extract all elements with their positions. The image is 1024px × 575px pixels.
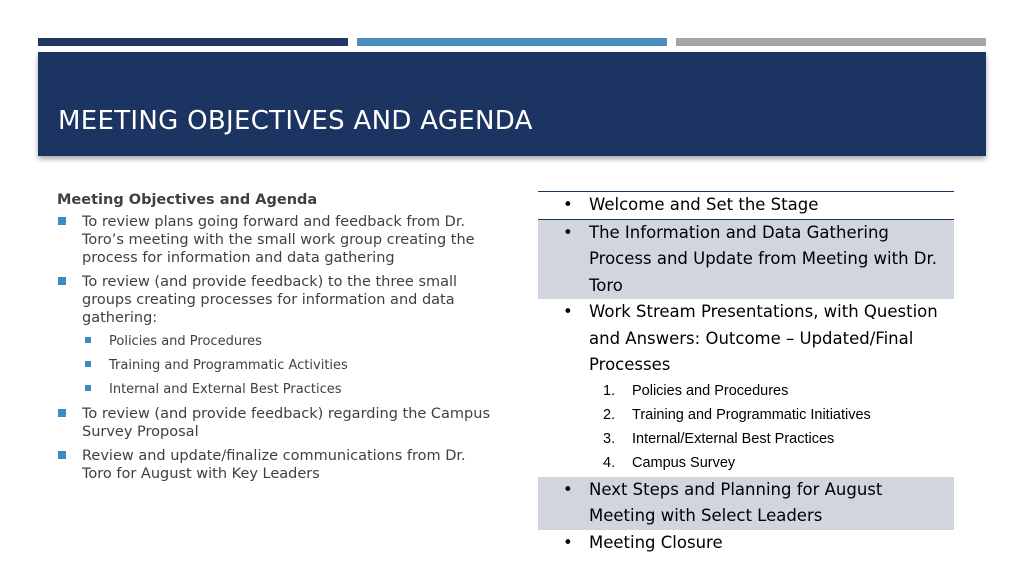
square-bullet-icon	[85, 385, 91, 391]
objective-text: To review (and provide feedback) regarding the Campus Survey Proposal	[82, 406, 491, 440]
agenda-row	[538, 192, 954, 220]
agenda-text: Next Steps and Planning for August Meeting with Select Leaders	[589, 479, 883, 525]
subitem-text: Policies and Procedures	[109, 334, 262, 349]
slide-title: MEETING OBJECTIVES AND AGENDA	[58, 106, 533, 136]
bullet-icon: •	[563, 195, 573, 214]
title-bar	[38, 52, 986, 156]
objective-text: To review (and provide feedback) to the three small groups creating processes for information and data gathering:	[82, 274, 458, 326]
work-stream-item	[589, 379, 940, 403]
objective-item	[57, 405, 497, 441]
item-text: Campus Survey	[632, 454, 736, 471]
objectives-list	[57, 213, 497, 483]
agenda-text: Work Stream Presentations, with Question and Answers: Outcome – Updated/Final Processes	[589, 302, 938, 374]
square-bullet-icon	[58, 217, 66, 225]
item-number: 3.	[603, 430, 616, 447]
objective-item	[57, 273, 497, 398]
bullet-icon: •	[563, 222, 573, 242]
objective-subitem	[82, 357, 497, 374]
square-bullet-icon	[58, 277, 66, 285]
square-bullet-icon	[58, 451, 66, 459]
agenda-row	[538, 299, 954, 477]
item-text: Internal/External Best Practices	[632, 430, 835, 447]
objective-item	[57, 447, 497, 483]
objectives-heading: Meeting Objectives and Agenda	[57, 192, 318, 208]
item-number: 2.	[603, 406, 616, 423]
bullet-icon: •	[563, 532, 573, 552]
square-bullet-icon	[85, 361, 91, 367]
objectives-panel	[57, 192, 497, 489]
objective-item	[57, 213, 497, 267]
square-bullet-icon	[58, 409, 66, 417]
subitem-text: Training and Programmatic Activities	[109, 358, 348, 373]
work-stream-item	[589, 427, 940, 451]
work-stream-item	[589, 403, 940, 427]
agenda-row	[538, 530, 954, 557]
objective-text: To review plans going forward and feedback from Dr. Toro’s meeting with the small work group creating the process for information and data gathering	[82, 214, 475, 266]
item-text: Training and Programmatic Initiatives	[632, 406, 871, 423]
objective-text: Review and update/finalize communications from Dr. Toro for August with Key Leaders	[82, 448, 466, 482]
agenda-text: Welcome and Set the Stage	[589, 195, 819, 214]
square-bullet-icon	[85, 337, 91, 343]
agenda-text: Meeting Closure	[589, 532, 723, 552]
agenda-text: The Information and Data Gathering Process and Update from Meeting with Dr. Toro	[589, 222, 938, 295]
item-number: 1.	[603, 382, 616, 399]
objective-sublist	[82, 333, 497, 398]
work-stream-item	[589, 451, 940, 475]
accent-strip-blue	[357, 38, 667, 46]
work-stream-list	[589, 379, 940, 477]
accent-strip-gray	[676, 38, 986, 46]
subitem-text: Internal and External Best Practices	[109, 382, 342, 397]
accent-strip-navy	[38, 38, 348, 46]
objective-subitem	[82, 333, 497, 350]
agenda-row	[538, 477, 954, 530]
item-number: 4.	[603, 454, 616, 471]
bullet-icon: •	[563, 302, 573, 321]
item-text: Policies and Procedures	[632, 382, 789, 399]
agenda-row	[538, 220, 954, 300]
bullet-icon: •	[563, 479, 573, 499]
agenda-table	[538, 191, 954, 556]
objective-subitem	[82, 381, 497, 398]
